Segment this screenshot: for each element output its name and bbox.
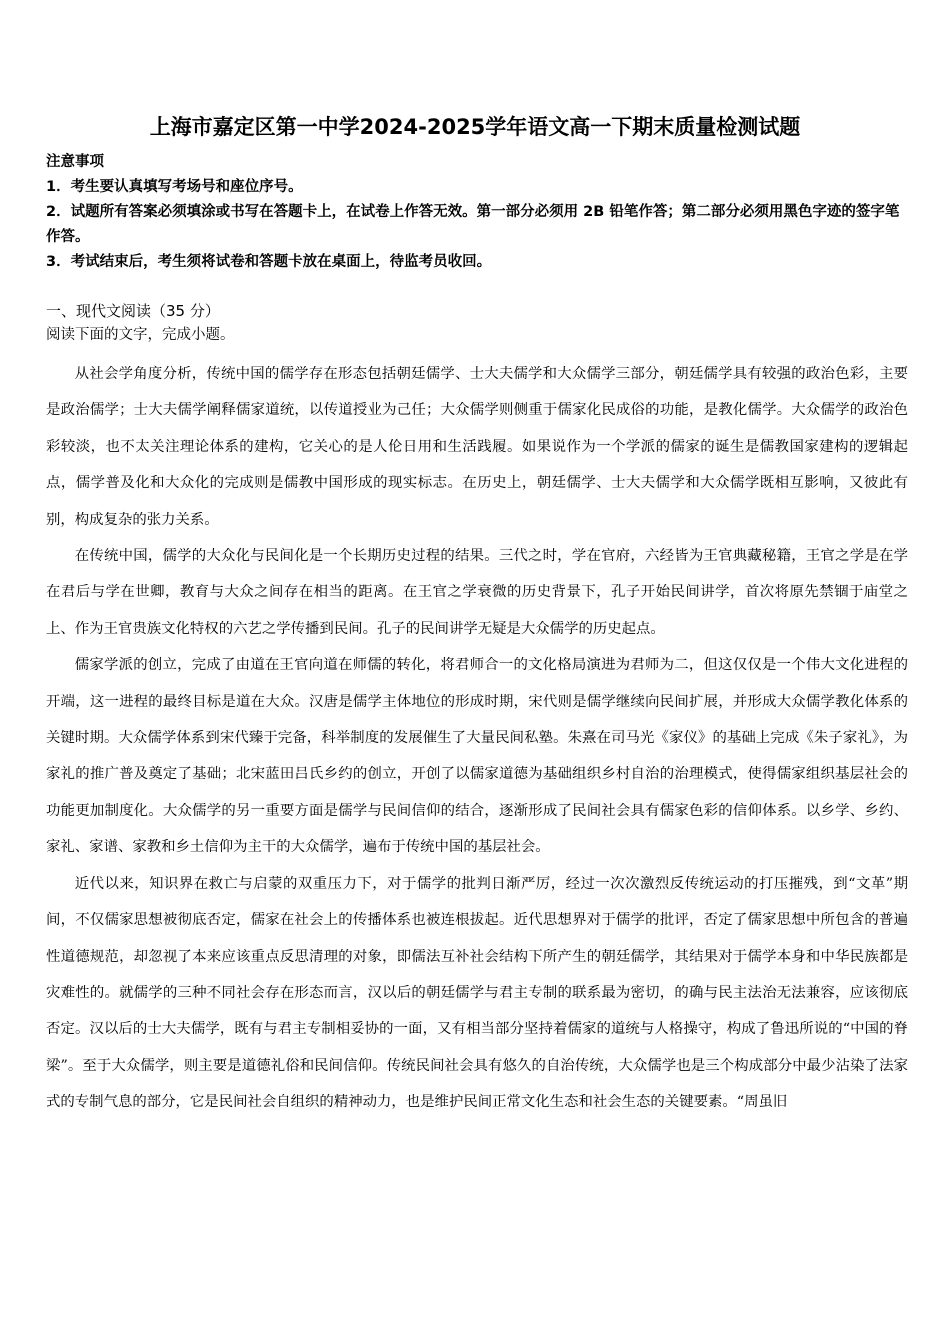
notice-item-2: 2．试题所有答案必须填涂或书写在答题卡上，在试卷上作答无效。第一部分必须用 2B 铅笔作答；第二部分必须用黑色字迹的签字笔作答。: [46, 204, 900, 245]
reading-passage: [46, 356, 908, 1121]
exam-title: 上海市嘉定区第一中学2024-2025学年语文高一下期末质量检测试题: [149, 115, 801, 139]
notice-heading: 注意事项: [46, 154, 104, 170]
notice-block: [46, 150, 908, 275]
passage-paragraph-4: 近代以来，知识界在救亡与启蒙的双重压力下，对于儒学的批判日渐严厉，经过一次次激烈反传统运动的打压摧残，到“文革”期间，不仅儒家思想被彻底否定，儒家在社会上的传播体系也被连根拔起。近代思想界对于儒学的批评，否定了儒家思想中所包含的普遍性道德规范，却忽视了本来应该重点反思清理的对象，即儒法互补社会结构下所产生的朝廷儒学，其结果对于儒学本身和中华民族都是灾难性的。就儒学的三种不同社会存在形态而言，汉以后的朝廷儒学与君主专制的联系最为密切，的确与民主法治无法兼容，应该彻底否定。汉以后的士大夫儒学，既有与君主专制相妥协的一面，又有相当部分坚持着儒家的道统与人格操守，构成了鲁迅所说的“中国的脊梁”。至于大众儒学，则主要是道德礼俗和民间信仰。传统民间社会具有悠久的自治传统，大众儒学也是三个构成部分中最少沾染了法家式的专制气息的部分，它是民间社会自组织的精神动力，也是维护民间正常文化生态和社会生态的关键要素。“周虽旧: [46, 875, 908, 1111]
notice-item-1: 1．考生要认真填写考场号和座位序号。: [46, 179, 303, 195]
notice-item-3: 3．考试结束后，考生须将试卷和答题卡放在桌面上，待监考员收回。: [46, 254, 492, 270]
passage-paragraph-2: 在传统中国，儒学的大众化与民间化是一个长期历史过程的结果。三代之时，学在官府，六经皆为王官典藏秘籍，王官之学是在学在君后与学在世卿，教育与大众之间存在相当的距离。在王官之学衰微的历史背景下，孔子开始民间讲学，首次将原先禁锢于庙堂之上、作为王官贵族文化特权的六艺之学传播到民间。孔子的民间讲学无疑是大众儒学的历史起点。: [46, 548, 908, 637]
section-heading: 一、现代文阅读（35 分）: [46, 302, 220, 320]
passage-paragraph-3: 儒家学派的创立，完成了由道在王官向道在师儒的转化，将君师合一的文化格局演进为君师为二，但这仅仅是一个伟大文化进程的开端，这一进程的最终目标是道在大众。汉唐是儒学主体地位的形成时期，宋代则是儒学继续向民间扩展，并形成大众儒学教化体系的关键时期。大众儒学体系到宋代臻于完备，科举制度的发展催生了大量民间私塾。朱熹在司马光《家仪》的基础上完成《朱子家礼》，为家礼的推广普及奠定了基础；北宋蓝田吕氏乡约的创立，开创了以儒家道德为基础组织乡村自治的治理模式，使得儒家组织基层社会的功能更加制度化。大众儒学的另一重要方面是儒学与民间信仰的结合，逐渐形成了民间社会具有儒家色彩的信仰体系。以乡学、乡约、家礼、家谱、家教和乡土信仰为主干的大众儒学，遍布于传统中国的基层社会。: [46, 657, 908, 856]
passage-paragraph-1: 从社会学角度分析，传统中国的儒学存在形态包括朝廷儒学、士大夫儒学和大众儒学三部分，朝廷儒学具有较强的政治色彩，主要是政治儒学；士大夫儒学阐释儒家道统，以传道授业为己任；大众儒学则侧重于儒家化民成俗的功能，是教化儒学。大众儒学的政治色彩较淡，也不太关注理论体系的建构，它关心的是人伦日用和生活践履。如果说作为一个学派的儒家的诞生是儒教国家建构的逻辑起点，儒学普及化和大众化的完成则是儒教中国形成的现实标志。在历史上，朝廷儒学、士大夫儒学和大众儒学既相互影响，又彼此有别，构成复杂的张力关系。: [46, 366, 908, 528]
section-intro: 阅读下面的文字，完成小题。: [46, 327, 235, 343]
